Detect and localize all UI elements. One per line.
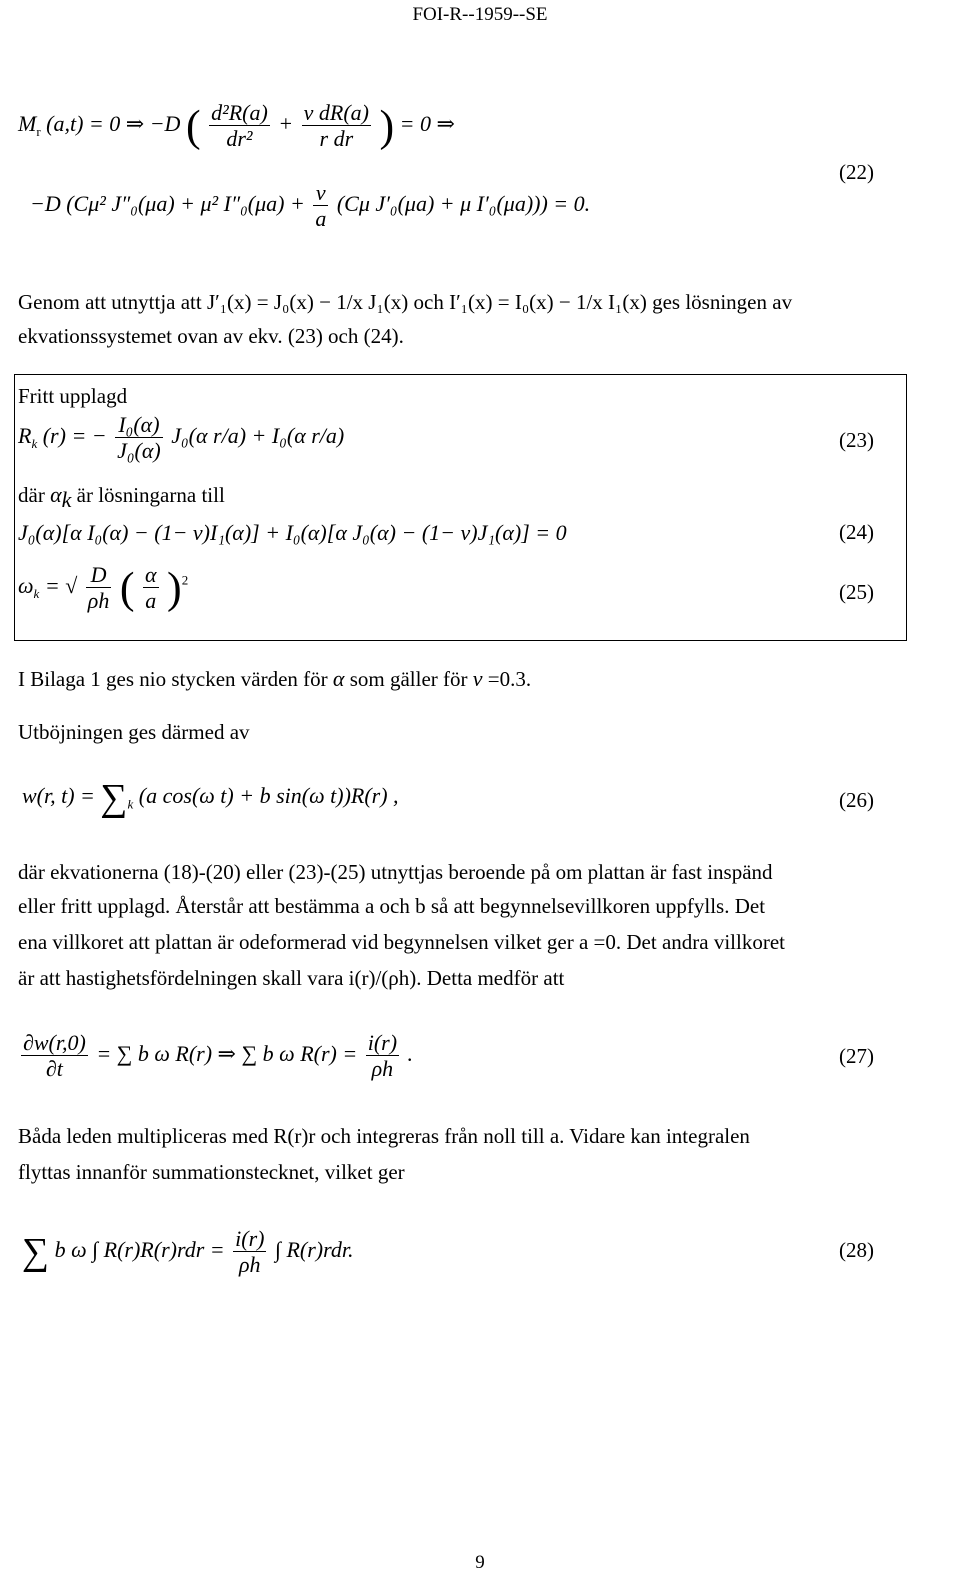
eq25-equals: =: [44, 572, 60, 598]
equation-24: J₀(α)[α I₀(α) − (1− ν)I₁(α)] + I₀(α)[α J₀(α) − (1− ν)J₁(α)] = 0: [18, 520, 567, 545]
equation-23-number: (23): [839, 428, 874, 452]
eq27-frac2-den: ρh: [366, 1055, 399, 1081]
eq25-fraction-2: [143, 562, 159, 614]
eq22-frac2-den: r dr: [302, 125, 371, 151]
eq23-rhs: J₀(α r/a) + I₀(α r/a): [171, 422, 345, 448]
equation-27: [18, 1030, 413, 1082]
eq22-line2-part2: (Cμ J′₀(μa) + μ I′₀(μa))) = 0.: [336, 190, 591, 216]
eq22-plus: +: [278, 110, 294, 136]
eq22-line2-start: −D: [30, 190, 61, 216]
eq22-lhs: M: [18, 110, 37, 136]
eq22-frac3-den: a: [315, 206, 327, 232]
equation-26: [22, 776, 399, 820]
eq25-lhs: ω: [18, 572, 34, 598]
paragraph-4-line-2: eller fritt upplagd. Återstår att bestämma a och b så att begynnelsevillkoren uppfylls. Det: [18, 894, 766, 918]
eq22-fraction-3: [313, 180, 328, 232]
para2-nu: ν: [472, 666, 483, 691]
paragraph-4-line-4: är att hastighetsfördelningen skall vara i(r)/(ρh). Detta medför att: [18, 966, 565, 990]
paragraph-1-line-2: ekvationssystemet ovan av ekv. (23) och (24).: [18, 324, 404, 348]
eq28-frac-num: i(r): [235, 1226, 265, 1251]
paragraph-2: [18, 666, 531, 692]
eq28-sum-symbol: ∑: [22, 1230, 50, 1273]
alpha-subscript: k: [61, 487, 72, 513]
para2-text-b: som gäller för: [349, 667, 468, 691]
paragraph-3: Utböjningen ges därmed av: [18, 720, 250, 744]
equation-26-number: (26): [839, 788, 874, 812]
equation-22-line-1: $M_r$ (a,t) = 0 ⇒ −D ( $\frac{\text{d²R(a)}}{\text{dr²}}$ + $\frac{\text{ν dR(a)}}{\text{r dr}}$ ) = 0 ⇒: [18, 100, 455, 152]
eq22-fraction-2: [302, 100, 371, 152]
paragraph-4-line-1: där ekvationerna (18)-(20) eller (23)-(25) utnyttjas beroende på om plattan är fast inspänd: [18, 860, 773, 884]
eq23-fraction: [115, 412, 163, 464]
eq22-frac2-num: ν dR(a): [303, 100, 370, 125]
eq26-body: (a cos(ω t) + b sin(ω t))R(r) ,: [138, 783, 399, 809]
eq26-sum-index: k: [127, 796, 134, 812]
eq27-fraction-2: [366, 1030, 399, 1082]
paragraph-4-line-3: ena villkoret att plattan är odeformerad vid begynnelsen vilket ger a =0. Det andra villkoret: [18, 930, 785, 954]
eq28-body1: b ω ∫ R(r)R(r)rdr =: [54, 1236, 225, 1262]
eq23-lhs-rest: (r) = −: [42, 422, 107, 448]
page-header: FOI-R--1959--SE: [412, 4, 548, 25]
dar-word: där: [18, 483, 45, 507]
eq27-end: .: [407, 1040, 414, 1066]
equation-22-line-2: [30, 180, 590, 232]
paragraph-5-line-2: flyttas innanför summationstecknet, vilket ger: [18, 1160, 405, 1184]
eq23-frac-den: J₀(α): [117, 438, 161, 464]
eq25-frac1-den: ρh: [87, 588, 110, 614]
eq25-lhs-subscript: k: [33, 586, 40, 602]
equation-23: [18, 412, 344, 464]
eq25-frac2-den: a: [143, 587, 159, 613]
eq22-fraction-1: [209, 100, 270, 152]
equation-25-number: (25): [839, 580, 874, 604]
paragraph-1-line-1: Genom att utnyttja att J′₁(x) = J₀(x) − 1/x J₁(x) och I′₁(x) = I₀(x) − 1/x I₁(x) ges lösningen av: [18, 290, 793, 314]
eq22-condition: (a,t) = 0 ⇒ −D: [46, 110, 181, 136]
box-dar-line: [18, 482, 225, 513]
eq22-frac1-num: d²R(a): [211, 100, 268, 125]
eq23-lhs-subscript: k: [31, 436, 38, 452]
para2-text-c: =0.3.: [487, 667, 532, 691]
eq26-lhs: w(r, t) =: [22, 783, 95, 809]
equation-25: $\omega_k$ = √ $\frac{D}{\rho h}$ ( $\frac{\alpha}{a}$ )$^2$: [18, 562, 189, 614]
eq27-fraction-1: [21, 1030, 88, 1082]
eq28-frac-den: ρh: [233, 1251, 266, 1277]
equation-27-number: (27): [839, 1044, 874, 1068]
para2-text-a: I Bilaga 1 ges nio stycken värden för: [18, 667, 328, 691]
eq27-frac2-num: i(r): [367, 1030, 398, 1055]
equation-24-number: (24): [839, 520, 874, 544]
page-number: 9: [475, 1552, 485, 1573]
eq22-frac3-num: ν: [315, 180, 326, 205]
eq22-frac1-den: dr²: [209, 125, 270, 151]
eq27-mid: = ∑ b ω R(r) ⇒ ∑ b ω R(r) =: [96, 1040, 358, 1066]
eq28-body2: ∫ R(r)rdr.: [274, 1236, 354, 1262]
eq27-frac1-num: ∂w(r,0): [23, 1030, 86, 1055]
eq25-frac2-num: α: [144, 562, 157, 587]
box-title: Fritt upplagd: [18, 384, 128, 408]
equation-28: [22, 1226, 354, 1278]
para2-alpha: α: [332, 666, 345, 691]
eq26-sum-symbol: ∑: [100, 777, 128, 819]
eq25-frac1-num: D: [90, 562, 107, 587]
eq23-frac-num: I₀(α): [118, 412, 160, 437]
eq22-line2-part1: (Cμ² J″₀(μa) + μ² I″₀(μa) +: [66, 190, 305, 216]
dar-rest: är lösningarna till: [76, 483, 225, 507]
eq22-line1-end: = 0 ⇒: [399, 110, 455, 136]
equation-22-number: (22): [839, 160, 874, 184]
equation-28-number: (28): [839, 1238, 874, 1262]
eq25-fraction-1: [86, 562, 112, 614]
eq27-frac1-den: ∂t: [21, 1055, 88, 1081]
paragraph-5-line-1: Båda leden multipliceras med R(r)r och integreras från noll till a. Vidare kan integralen: [18, 1124, 750, 1148]
alpha-symbol: α: [50, 482, 62, 507]
eq23-lhs: R: [18, 422, 32, 448]
eq28-fraction: [233, 1226, 266, 1278]
